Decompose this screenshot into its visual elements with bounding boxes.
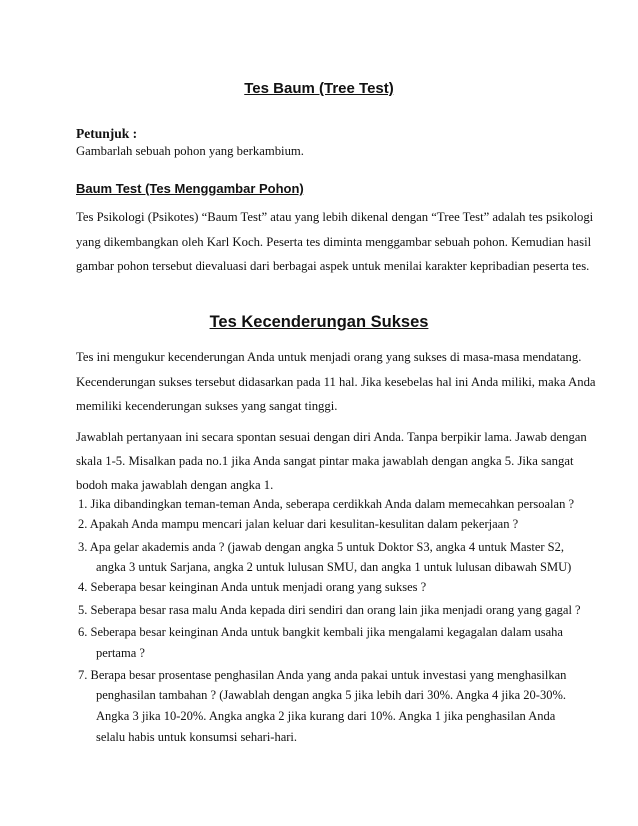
question-item: 3. Apa gelar akademis anda ? (jawab dengan angka 5 untuk Doktor S3, angka 4 untuk Master S2,	[78, 540, 564, 554]
question-item: 2. Apakah Anda mampu mencari jalan keluar dari kesulitan-kesulitan dalam pekerjaan ?	[78, 517, 519, 531]
question-item: 6. Seberapa besar keinginan Anda untuk bangkit kembali jika mengalami kegagalan dalam usaha	[78, 625, 563, 639]
subtitle-baum-test: Baum Test (Tes Menggambar Pohon)	[76, 181, 304, 196]
question-item: 4. Seberapa besar keinginan Anda untuk menjadi orang yang sukses ?	[78, 580, 427, 594]
paragraph-line: Tes Psikologi (Psikotes) “Baum Test” atau yang lebih dikenal dengan “Tree Test” adalah tes psikologi	[76, 210, 594, 224]
question-item: 1. Jika dibandingkan teman-teman Anda, seberapa cerdikkah Anda dalam memecahkan persoalan ?	[78, 497, 574, 511]
title-kecenderungan-sukses: Tes Kecenderungan Sukses	[209, 313, 429, 331]
paragraph-line: bodoh maka jawablah dengan angka 1.	[76, 478, 274, 492]
question-continuation: selalu habis untuk konsumsi sehari-hari.	[96, 730, 298, 744]
petunjuk-text: Gambarlah sebuah pohon yang berkambium.	[76, 144, 304, 158]
paragraph-line: Kecenderungan sukses tersebut didasarkan pada 11 hal. Jika kesebelas hal ini Anda miliki, maka Anda	[76, 375, 596, 389]
paragraph-line: memiliki kecenderungan sukses yang sangat tinggi.	[76, 399, 338, 413]
paragraph-line: skala 1-5. Misalkan pada no.1 jika Anda sangat pintar maka jawablah dengan angka 5. Jika sangat	[76, 454, 574, 468]
question-continuation: pertama ?	[96, 646, 145, 660]
question-item: 7. Berapa besar prosentase penghasilan Anda yang anda pakai untuk investasi yang menghasilkan	[78, 668, 567, 682]
paragraph-line: Jawablah pertanyaan ini secara spontan sesuai dengan diri Anda. Tanpa berpikir lama. Jawab dengan	[76, 430, 587, 444]
question-continuation: angka 3 untuk Sarjana, angka 2 untuk lulusan SMU, dan angka 1 untuk lulusan dibawah SMU)	[96, 560, 572, 574]
question-continuation: penghasilan tambahan ? (Jawablah dengan angka 5 jika lebih dari 30%. Angka 4 jika 20-30%.	[96, 688, 566, 702]
paragraph-line: Tes ini mengukur kecenderungan Anda untuk menjadi orang yang sukses di masa-masa mendatang.	[76, 350, 582, 364]
question-continuation: Angka 3 jika 10-20%. Angka angka 2 jika kurang dari 10%. Angka 1 jika penghasilan Anda	[96, 709, 556, 723]
paragraph-line: gambar pohon tersebut dievaluasi dari berbagai aspek untuk menilai karakter kepribadian peserta tes.	[76, 259, 590, 273]
petunjuk-label: Petunjuk :	[76, 126, 138, 141]
title-tree-test: Tes Baum (Tree Test)	[244, 80, 394, 97]
paragraph-line: yang dikembangkan oleh Karl Koch. Peserta tes diminta menggambar sebuah pohon. Kemudian hasil	[76, 235, 592, 249]
question-item: 5. Seberapa besar rasa malu Anda kepada diri sendiri dan orang lain jika menjadi orang yang gagal ?	[78, 603, 581, 617]
